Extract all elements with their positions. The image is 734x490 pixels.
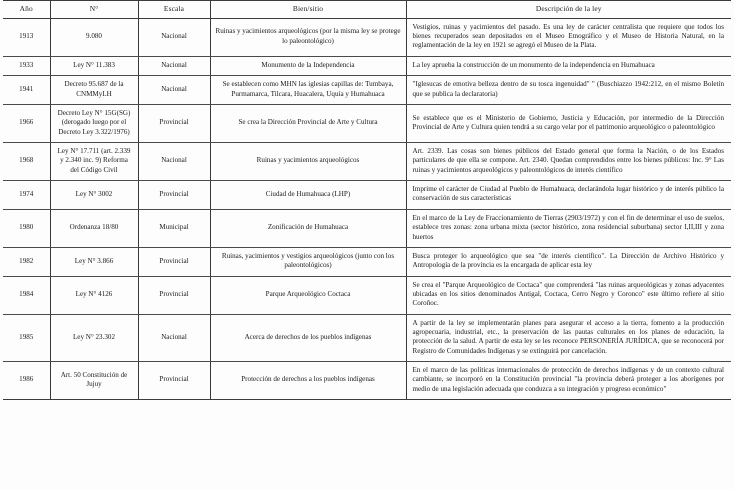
cell-bien-sitio: Se crea la Dirección Provincial de Arte y Cultura <box>210 104 406 142</box>
cell-anio: 1966 <box>3 104 50 142</box>
table-row <box>3 143 731 181</box>
cell-bien-sitio: Ruinas y yacimientos arqueológicos <box>210 143 406 181</box>
legislation-table <box>3 0 731 400</box>
cell-descripcion: Imprime el carácter de Ciudad al Pueblo de Humahuaca, declarándola lugar histórico y de interés público la conservación de sus características <box>406 181 731 210</box>
cell-escala: Nacional <box>138 18 210 56</box>
cell-escala: Municipal <box>138 209 210 247</box>
cell-bien-sitio: Ruinas, yacimientos y vestigios arqueológicos (junto con los paleontológicos) <box>210 247 406 276</box>
column-header-bien: Bien/sitio <box>210 1 406 19</box>
cell-numero: 9.080 <box>50 18 138 56</box>
cell-bien-sitio: Zonificación de Humahuaca <box>210 209 406 247</box>
cell-anio: 1933 <box>3 56 50 75</box>
cell-descripcion: La ley aprueba la construcción de un monumento de la independencia en Humahuaca <box>406 56 731 75</box>
table-row <box>3 56 731 75</box>
cell-descripcion: A partir de la ley se implementarán planes para asegurar el acceso a la tierra, fomento a la producción agropecuaria, industrial, etc., la preservación de las pautas culturales en los planes de educación, la protección de la salud. A partir de esta ley se les reconoce PERSONERÍA JURÍDICA, que se reconocerá por Registro de Comunidades Indígenas y se extinguirá por cancelación. <box>406 314 731 361</box>
cell-bien-sitio: Acerca de derechos de los pueblos indígenas <box>210 314 406 361</box>
cell-descripcion: En el marco de la Ley de Fraccionamiento de Tierras (2903/1972) y con el fin de determinar el uso de suelos, establece tres zonas: zona urbana mixta (sector histórico, zona residencial suburbana) sector I,II,III y zona huertos <box>406 209 731 247</box>
cell-numero: Ordenanza 18/80 <box>50 209 138 247</box>
cell-numero: Ley N° 4126 <box>50 276 138 314</box>
cell-escala: Provincial <box>138 104 210 142</box>
table-row <box>3 276 731 314</box>
table-row <box>3 247 731 276</box>
cell-anio: 1980 <box>3 209 50 247</box>
cell-numero: Ley N° 23.302 <box>50 314 138 361</box>
cell-numero: Ley N° 3.866 <box>50 247 138 276</box>
cell-bien-sitio: Monumento de la Independencia <box>210 56 406 75</box>
table-row <box>3 314 731 361</box>
cell-numero: Ley N° 3002 <box>50 181 138 210</box>
cell-bien-sitio: Ciudad de Humahuaca (LHP) <box>210 181 406 210</box>
cell-bien-sitio: Protección de derechos a los pueblos indígenas <box>210 362 406 400</box>
cell-escala: Nacional <box>138 143 210 181</box>
cell-bien-sitio: Se establecen como MHN las iglesias capillas de: Tumbaya, Purmamarca, Tilcara, Huacalera, Uquía y Humahuaca <box>210 76 406 105</box>
column-header-descripcion: Descripción de la ley <box>406 1 731 19</box>
table-row <box>3 209 731 247</box>
column-header-escala: Escala <box>138 1 210 19</box>
cell-descripcion: Vestigios, ruinas y yacimientos del pasado. Es una ley de carácter centralista que requiere que todos los bienes recuperados sean depositados en el Museo Etnográfico y el Museo de Historia Natural, en la reglamentación de la ley en 1921 se agregó el Museo de la Plata. <box>406 18 731 56</box>
cell-anio: 1982 <box>3 247 50 276</box>
column-header-anio: Año <box>3 1 50 19</box>
table-row <box>3 362 731 400</box>
cell-descripcion: En el marco de las políticas internacionales de protección de derechos indígenas y de un contexto cultural cambiante, se incorporó en la Constitución provincial "la provincia deberá proteger a los aborígenes por medio de una legislación adecuada que conduzca a su integración y progreso económico" <box>406 362 731 400</box>
table-row <box>3 104 731 142</box>
cell-escala: Provincial <box>138 181 210 210</box>
cell-descripcion: Se establece que es el Ministerio de Gobierno, Justicia y Educación, por intermedio de la Dirección Provincial de Arte y Cultura quien tendrá a su cargo velar por el patrimonio arqueológico o paleontológico <box>406 104 731 142</box>
cell-escala: Provincial <box>138 247 210 276</box>
cell-anio: 1986 <box>3 362 50 400</box>
cell-escala: Nacional <box>138 56 210 75</box>
table-row <box>3 76 731 105</box>
cell-anio: 1913 <box>3 18 50 56</box>
table-row <box>3 181 731 210</box>
cell-numero: Ley N° 17.711 (art. 2.339 y 2.340 inc. 9) Reforma del Código Civil <box>50 143 138 181</box>
cell-descripcion: Se crea el "Parque Arqueológico de Coctaca" que comprenderá "las ruinas arqueológicas y zonas adyacentes ubicadas en los sitios denominados Antigal, Coctaca, Cerro Negro y Coronco" este último refiere al sitio Coroñoc. <box>406 276 731 314</box>
cell-anio: 1974 <box>3 181 50 210</box>
column-header-numero: N° <box>50 1 138 19</box>
table-body <box>3 18 731 399</box>
cell-numero: Decreto Ley N° 15G(SG) (derogado luego por el Decreto Ley 3.322/1976) <box>50 104 138 142</box>
cell-numero: Ley N° 11.383 <box>50 56 138 75</box>
cell-descripcion: Art. 2339. Las cosas son bienes públicos del Estado general que forma la Nación, o de los Estados particulares de que ella se compone. Art. 2340. Quedan comprendidos entre los bienes públicos: Inc. 9° Las ruinas y yacimientos arqueológicos y paleontológicos de interés científico <box>406 143 731 181</box>
cell-numero: Decreto 95.687 de la CNMMyLH <box>50 76 138 105</box>
cell-escala: Nacional <box>138 76 210 105</box>
cell-bien-sitio: Ruinas y yacimientos arqueológicos (por la misma ley se protege lo paleontológico) <box>210 18 406 56</box>
cell-anio: 1984 <box>3 276 50 314</box>
cell-escala: Provincial <box>138 276 210 314</box>
cell-descripcion: "Iglesucas de emotiva belleza dentro de su tosca ingenuidad" " (Buschiazzo 1942:212, en el mismo Boletín que se publica la declaratoria) <box>406 76 731 105</box>
table-header-row <box>3 1 731 19</box>
cell-escala: Provincial <box>138 362 210 400</box>
cell-escala: Nacional <box>138 314 210 361</box>
cell-anio: 1985 <box>3 314 50 361</box>
cell-descripcion: Busca proteger lo arqueológico que sea "de interés científico". La Dirección de Archivo Histórico y Antropología de la provincia es la encargada de aplicar esta ley <box>406 247 731 276</box>
table-row <box>3 18 731 56</box>
table-header <box>3 1 731 19</box>
cell-anio: 1968 <box>3 143 50 181</box>
cell-anio: 1941 <box>3 76 50 105</box>
cell-numero: Art. 50 Constitución de Jujuy <box>50 362 138 400</box>
cell-bien-sitio: Parque Arqueológico Coctaca <box>210 276 406 314</box>
